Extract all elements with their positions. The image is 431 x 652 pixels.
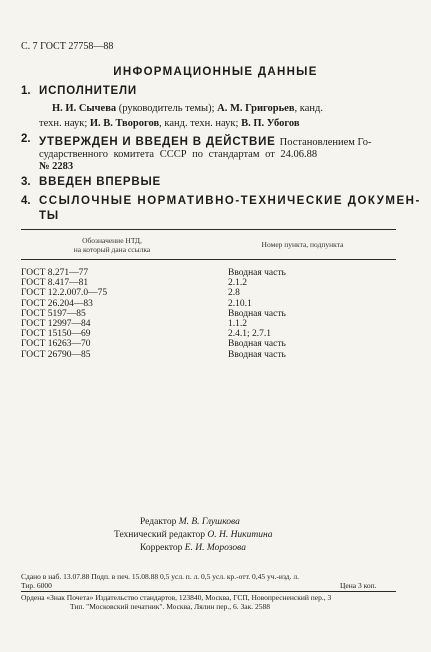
section-2-line-3: № 2283: [39, 161, 74, 172]
section-1-heading: ИСПОЛНИТЕЛИ: [39, 85, 137, 97]
table-col-refs: [228, 268, 286, 360]
table-cell-ref: 2.8: [228, 288, 240, 299]
table-cell-ref: Вводная часть: [228, 349, 286, 360]
credit-proofreader: [140, 542, 246, 555]
table-row: ГОСТ 12997—84: [21, 318, 91, 329]
table-row: ГОСТ 26.204—83: [21, 298, 93, 309]
imprint-line-2-left: Тир. 6000: [21, 581, 52, 590]
section-4-heading-line-2: ТЫ: [39, 210, 59, 222]
table-cell-ref: Вводная часть: [228, 308, 286, 319]
table-cell-ref: 2.4.1; 2.7.1: [228, 329, 272, 340]
table-row: ГОСТ 8.271—77: [21, 268, 89, 278]
table-row: ГОСТ 16263—70: [21, 339, 91, 350]
section-4-heading: ССЫЛОЧНЫЕ НОРМАТИВНО-ТЕХНИЧЕСКИЕ ДОКУМЕН-: [39, 195, 421, 207]
imprint-line-2-right: Цена 3 коп.: [340, 581, 377, 590]
table-cell-ref: 1.1.2: [228, 318, 247, 329]
table-row: ГОСТ 5197—85: [21, 308, 86, 319]
table-cell-ref: 2.10.1: [228, 298, 252, 309]
table-row: ГОСТ 26790—85: [21, 349, 91, 360]
table-row: ГОСТ 15150—69: [21, 329, 91, 340]
imprint-line-4: Тип. "Московский печатник". Москва, Лялин пер., 6. Зак. 2588: [70, 602, 270, 611]
credit-role: Технический редактор: [114, 530, 205, 540]
page-title: ИНФОРМАЦИОННЫЕ ДАННЫЕ: [113, 66, 318, 78]
table-col1-header-line-1: Обозначение НТД,: [82, 236, 142, 245]
table-col2-header: Номер пункта, подпункта: [261, 240, 344, 249]
credit-role: Корректор: [140, 543, 183, 553]
table-row: ГОСТ 8.417—81: [21, 278, 89, 289]
credit-name: Е. И. Морозова: [184, 543, 246, 553]
credit-name: О. Н. Никитина: [207, 530, 273, 540]
section-1-line-1: Н. И. Сычева (руководитель темы); А. М. Григорьев, канд.: [52, 103, 323, 114]
credit-name: М. В. Глушкова: [178, 517, 240, 527]
section-3-number: 3.: [21, 176, 31, 188]
section-2-number: 2.: [21, 133, 31, 145]
table-cell-ref: Вводная часть: [228, 339, 286, 350]
section-1-line-2: техн. наук; И. В. Творогов, канд. техн. наук; В. П. Убогов: [39, 118, 300, 129]
section-1-number: 1.: [21, 85, 31, 97]
table-header-rule: [21, 259, 396, 260]
section-2-line-2: сударственного комитета СССР по стандартам от 24.06.88: [39, 149, 318, 160]
section-3-heading: ВВЕДЕН ВПЕРВЫЕ: [39, 176, 161, 188]
table-row: ГОСТ 12.2.007.0—75: [21, 288, 108, 299]
credit-role: Редактор: [140, 517, 177, 527]
table-cell-ref: Вводная часть: [228, 268, 286, 278]
imprint-line-3: Ордена «Знак Почета» Издательство стандартов, 123840, Москва, ГСП, Новопресненский пер., 3: [21, 593, 332, 602]
table-col1-header: [32, 236, 192, 254]
imprint-line-1: Сдано в наб. 13.07.88 Подп. в печ. 15.08.88 0,5 усл. п. л. 0,5 усл. кр.-отт. 0,45 уч.-изд. л.: [21, 572, 299, 581]
imprint-rule: [21, 591, 396, 592]
section-2-heading-tail: Постановлением Го-: [279, 137, 372, 148]
credit-tech-editor: [114, 529, 272, 542]
table-top-rule: [21, 229, 396, 230]
section-4-number: 4.: [21, 195, 31, 207]
page-header: С. 7 ГОСТ 27758—88: [21, 41, 114, 52]
credit-editor: [140, 516, 240, 529]
section-2-heading: УТВЕРЖДЕН И ВВЕДЕН В ДЕЙСТВИЕ: [39, 136, 276, 148]
table-col1-header-line-2: на который дана ссылка: [73, 245, 151, 254]
table-col-docs: [21, 268, 107, 360]
table-cell-ref: 2.1.2: [228, 278, 247, 289]
